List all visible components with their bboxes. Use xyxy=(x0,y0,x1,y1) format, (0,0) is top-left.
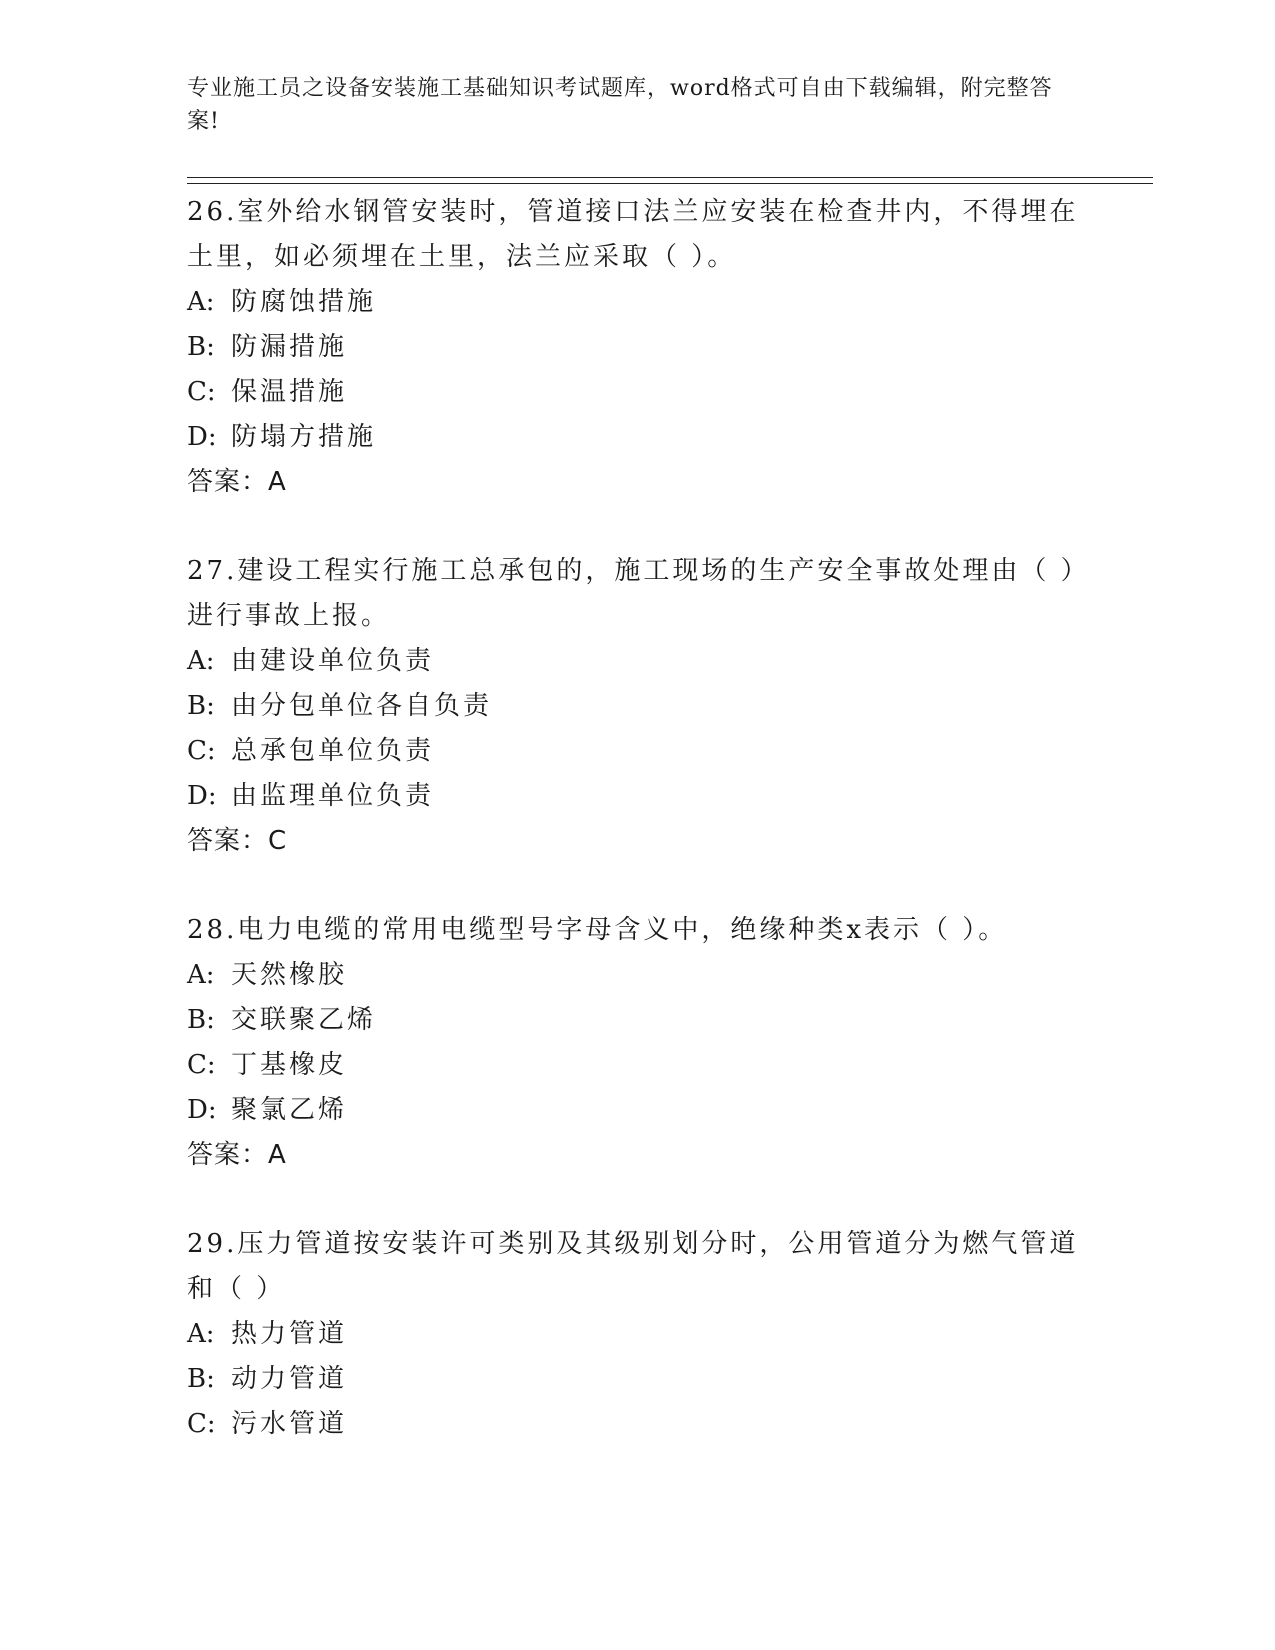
option-letter: A: xyxy=(187,1319,215,1349)
question-text xyxy=(187,908,1087,953)
question-number: 29. xyxy=(187,1229,238,1259)
question-text xyxy=(187,1222,1087,1312)
option-text: 防塌方措施 xyxy=(231,422,377,452)
option-text: 防漏措施 xyxy=(231,332,348,362)
question-stem: 室外给水钢管安装时，管道接口法兰应安装在检查井内，不得埋在土里，如必须埋在土里，法兰应采取（ ）。 xyxy=(187,197,1079,272)
answer-line: 答案：A xyxy=(187,1140,287,1170)
option-letter: A: xyxy=(187,960,215,990)
option-letter: B: xyxy=(187,332,215,362)
option-text: 热力管道 xyxy=(231,1319,348,1349)
option-letter: C: xyxy=(187,1050,216,1080)
answer-line: 答案：C xyxy=(187,826,288,856)
option-c xyxy=(187,729,1087,774)
option-c xyxy=(187,1043,1087,1088)
option-letter: A: xyxy=(187,646,215,676)
question-26 xyxy=(187,190,1087,505)
option-letter: D: xyxy=(187,422,217,452)
document-header-note: 专业施工员之设备安装施工基础知识考试题库，word格式可自由下载编辑，附完整答案! xyxy=(187,76,1053,134)
option-text: 总承包单位负责 xyxy=(231,736,435,766)
option-d xyxy=(187,1088,1087,1133)
option-b xyxy=(187,1357,1087,1402)
question-29 xyxy=(187,1222,1087,1447)
option-text: 交联聚乙烯 xyxy=(231,1005,377,1035)
option-letter: B: xyxy=(187,691,215,721)
question-27 xyxy=(187,549,1087,864)
option-letter: B: xyxy=(187,1005,215,1035)
option-letter: A: xyxy=(187,287,215,317)
answer-line: 答案：A xyxy=(187,467,287,497)
option-letter: C: xyxy=(187,736,216,766)
option-text: 丁基橡皮 xyxy=(231,1050,348,1080)
option-letter: C: xyxy=(187,377,216,407)
option-text: 污水管道 xyxy=(231,1409,348,1439)
option-letter: D: xyxy=(187,781,217,811)
question-number: 28. xyxy=(187,915,238,945)
option-letter: D: xyxy=(187,1095,217,1125)
question-number: 26. xyxy=(187,197,238,227)
header-divider-top xyxy=(187,177,1153,178)
option-text: 聚氯乙烯 xyxy=(231,1095,348,1125)
option-c xyxy=(187,1402,1087,1447)
option-text: 天然橡胶 xyxy=(231,960,348,990)
option-text: 保温措施 xyxy=(231,377,348,407)
question-stem: 电力电缆的常用电缆型号字母含义中，绝缘种类x表示（ ）。 xyxy=(237,915,1008,945)
option-letter: B: xyxy=(187,1364,215,1394)
question-text xyxy=(187,190,1087,280)
option-d xyxy=(187,774,1087,819)
option-a xyxy=(187,953,1087,998)
question-list xyxy=(187,190,1087,1491)
option-a xyxy=(187,1312,1087,1357)
question-text xyxy=(187,549,1087,639)
question-stem: 压力管道按安装许可类别及其级别划分时，公用管道分为燃气管道和（ ） xyxy=(187,1229,1079,1304)
option-letter: C: xyxy=(187,1409,216,1439)
option-text: 由建设单位负责 xyxy=(231,646,435,676)
option-b xyxy=(187,998,1087,1043)
option-b xyxy=(187,325,1087,370)
question-28 xyxy=(187,908,1087,1178)
option-text: 防腐蚀措施 xyxy=(231,287,377,317)
option-text: 由监理单位负责 xyxy=(231,781,435,811)
option-text: 由分包单位各自负责 xyxy=(231,691,493,721)
question-number: 27. xyxy=(187,556,238,586)
question-stem: 建设工程实行施工总承包的，施工现场的生产安全事故处理由（ ）进行事故上报。 xyxy=(187,556,1077,631)
option-c xyxy=(187,370,1087,415)
option-d xyxy=(187,415,1087,460)
option-b xyxy=(187,684,1087,729)
option-text: 动力管道 xyxy=(231,1364,348,1394)
header-divider-bottom xyxy=(187,183,1153,184)
option-a xyxy=(187,639,1087,684)
option-a xyxy=(187,280,1087,325)
